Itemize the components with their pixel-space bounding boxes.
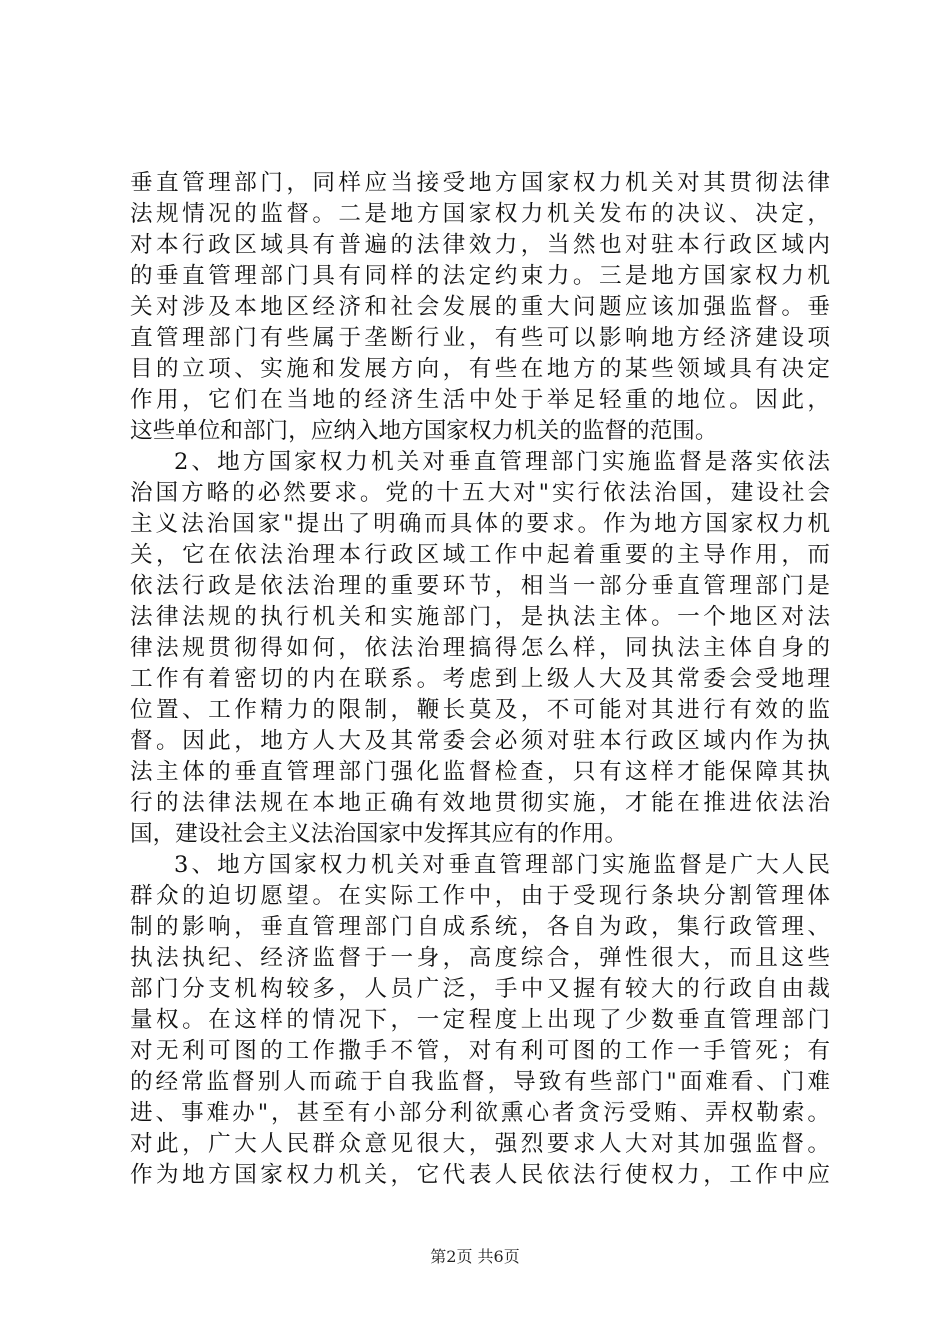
text-line: 的垂直管理部门具有同样的法定约束力。三是地方国家权力机 [130, 263, 830, 289]
text-line: 进、事难办"，甚至有小部分利欲熏心者贪污受贿、弄权勒索。 [130, 1100, 830, 1126]
text-line: 这些单位和部门，应纳入地方国家权力机关的监督的范围。 [130, 418, 718, 444]
text-line: 律法规贯彻得如何，依法治理搞得怎么样，同执法主体自身的 [130, 635, 830, 661]
text-line: 位置、工作精力的限制，鞭长莫及，不可能对其进行有效的监 [130, 697, 830, 723]
text-line: 关，它在依法治理本行政区域工作中起着重要的主导作用，而 [130, 542, 830, 568]
text-line: 直管理部门有些属于垄断行业，有些可以影响地方经济建设项 [130, 325, 830, 351]
text-line: 关对涉及本地区经济和社会发展的重大问题应该加强监督。垂 [130, 294, 830, 320]
paragraph [130, 168, 830, 447]
text-line: 法规情况的监督。二是地方国家权力机关发布的决议、决定， [130, 201, 830, 227]
text-line: 制的影响，垂直管理部门自成系统，各自为政，集行政管理、 [130, 914, 830, 940]
paragraph [130, 447, 830, 850]
page-footer [0, 1247, 950, 1267]
text-line: 3、地方国家权力机关对垂直管理部门实施监督是广大人民 [174, 852, 830, 878]
text-line: 法主体的垂直管理部门强化监督检查，只有这样才能保障其执 [130, 759, 830, 785]
text-line: 执法执纪、经济监督于一身，高度综合，弹性很大，而且这些 [130, 945, 830, 971]
text-line: 国，建设社会主义法治国家中发挥其应有的作用。 [130, 821, 628, 847]
text-line: 依法行政是依法治理的重要环节，相当一部分垂直管理部门是 [130, 573, 830, 599]
text-line: 目的立项、实施和发展方向，有些在地方的某些领域具有决定 [130, 356, 830, 382]
text-line: 对无利可图的工作撒手不管，对有利可图的工作一手管死；有 [130, 1038, 830, 1064]
text-line: 的经常监督别人而疏于自我监督，导致有些部门"面难看、门难 [130, 1069, 830, 1095]
text-line: 督。因此，地方人大及其常委会必须对驻本行政区域内作为执 [130, 728, 830, 754]
paragraph [130, 850, 830, 1191]
text-line: 行的法律法规在本地正确有效地贯彻实施，才能在推进依法治 [130, 790, 830, 816]
text-line: 治国方略的必然要求。党的十五大对"实行依法治国，建设社会 [130, 480, 830, 506]
text-line: 对此，广大人民群众意见很大，强烈要求人大对其加强监督。 [130, 1131, 830, 1157]
text-line: 部门分支机构较多，人员广泛，手中又握有较大的行政自由裁 [130, 976, 830, 1002]
text-line: 群众的迫切愿望。在实际工作中，由于受现行条块分割管理体 [130, 883, 830, 909]
text-line: 垂直管理部门，同样应当接受地方国家权力机关对其贯彻法律 [130, 170, 830, 196]
text-line: 量权。在这样的情况下，一定程度上出现了少数垂直管理部门 [130, 1007, 830, 1033]
text-line: 工作有着密切的内在联系。考虑到上级人大及其常委会受地理 [130, 666, 830, 692]
text-line: 主义法治国家"提出了明确而具体的要求。作为地方国家权力机 [130, 511, 830, 537]
text-line: 作为地方国家权力机关，它代表人民依法行使权力，工作中应 [130, 1162, 830, 1188]
text-line: 法律法规的执行机关和实施部门，是执法主体。一个地区对法 [130, 604, 830, 630]
page-number-label: 第2页 共6页 [430, 1247, 520, 1266]
text-line: 2、地方国家权力机关对垂直管理部门实施监督是落实依法 [174, 449, 830, 475]
text-line: 作用，它们在当地的经济生活中处于举足轻重的地位。因此， [130, 387, 830, 413]
text-line: 对本行政区域具有普遍的法律效力，当然也对驻本行政区域内 [130, 232, 830, 258]
document-body [130, 168, 830, 1191]
